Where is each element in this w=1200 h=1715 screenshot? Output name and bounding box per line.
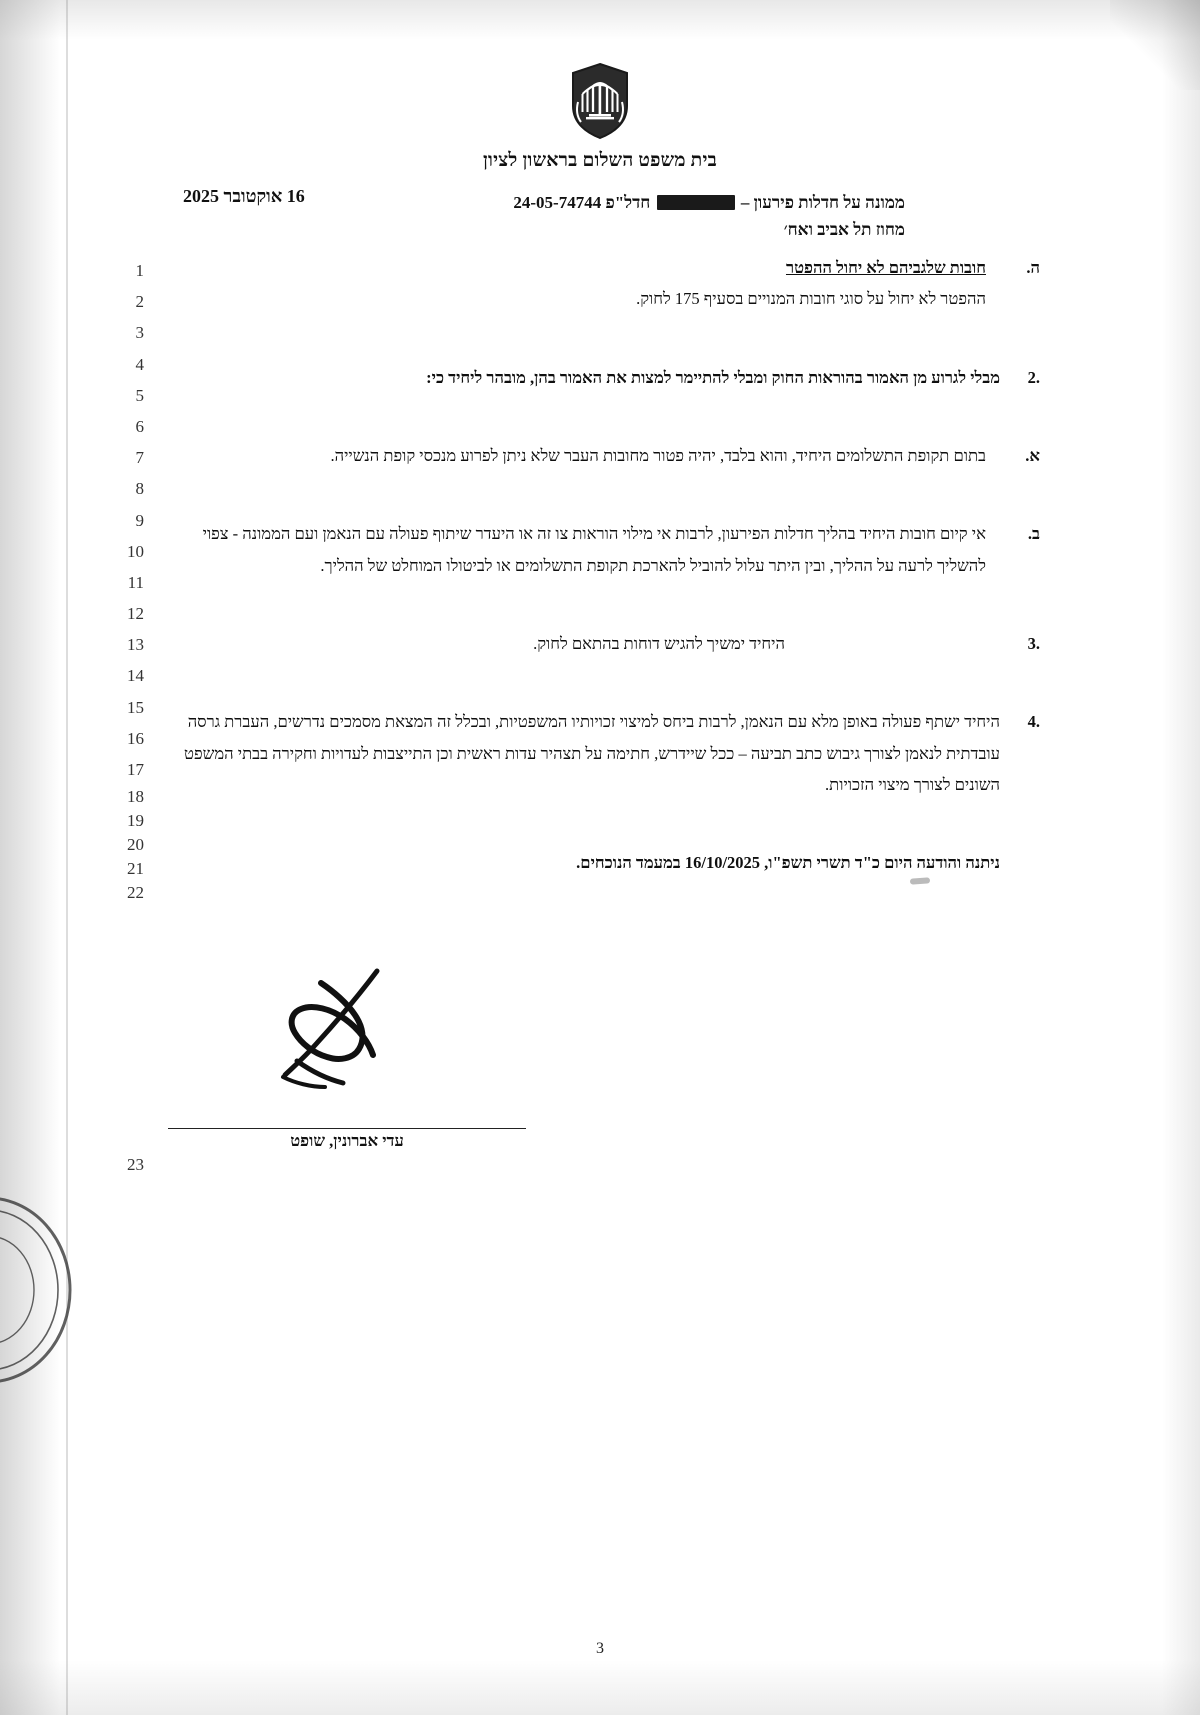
line-number: 3 [135,323,144,343]
page-crease [66,0,68,1715]
spacer [155,831,1040,847]
spacer [155,393,1040,424]
scan-shadow-bottom [0,1660,1200,1715]
judge-signature [255,965,435,1105]
scan-shadow-left [0,0,60,1715]
line-number: 17 [127,760,144,779]
case-district-line: מחוז תל אביב ואח׳ [783,220,905,239]
signature-rule [168,1128,526,1129]
clause-2-marker: .2 [1027,367,1040,387]
spacer [155,314,1040,345]
line-number: 13 [127,635,144,655]
line-number: 16 [127,728,144,748]
line-number: 22 [127,883,144,903]
line-number-gutter [104,255,144,905]
section-h-heading: חובות שלגביהם לא יחול ההפטר [785,258,986,277]
clause-2a-row [155,440,1040,471]
page-corner-fold [1110,0,1200,90]
clause-2a-text: בתום תקופת התשלומים היחיד, והוא בלבד, יהיה פטור מחובות העבר שלא ניתן לפרוע מנכסי קופת הנשייה. [330,445,986,465]
scan-shadow-top [0,0,1200,40]
case-number-text: חדל"פ 24-05-74744 [513,193,651,212]
spacer [155,581,1040,612]
clause-2-text: מבלי לגרוע מן האמור בהוראות החוק ומבלי להתיימר למצות את האמור בהן, מובהר ליחיד כי: [426,367,1000,387]
line-number: 11 [127,572,144,592]
court-stamp [0,1195,123,1385]
spacer [155,659,1040,690]
spacer [155,612,1040,628]
line-number: 5 [135,385,144,405]
state-emblem-icon [569,62,631,140]
case-suffix-text: ממונה על חדלות פירעון – [740,193,905,212]
section-h-heading-row [155,252,1040,283]
section-h-marker: ה. [1026,258,1040,277]
clause-3-marker: .3 [1027,633,1040,653]
clause-2-row [155,362,1040,393]
line-number: 20 [127,835,144,855]
clause-4-row [155,706,1040,800]
spacer [155,502,1040,518]
spacer [155,471,1040,502]
redacted-party-name [657,195,735,210]
clause-2b-marker: ב. [1027,524,1040,544]
line-number: 21 [127,859,144,879]
line-number: 14 [127,666,144,686]
line-number: 18 [127,787,144,807]
spacer [155,424,1040,440]
document-body [155,252,1040,878]
line-number: 12 [127,604,144,624]
clause-2b-row [155,518,1040,580]
line-number: 19 [127,811,144,831]
line-number: 15 [127,697,144,717]
given-notice-text: ניתנה והודעה היום כ"ד תשרי תשפ"ו, 16/10/2025 במעמד הנוכחים. [576,853,1000,873]
section-h-text: ההפטר לא יחול על סוגי חובות המנויים בסעיף 175 לחוק. [636,289,986,309]
line-number: 7 [135,448,144,468]
clause-2a-marker: א. [1025,445,1040,465]
document-date: 16 אוקטובר 2025 [183,186,305,206]
spacer [155,346,1040,362]
judge-name: עדי אברונין, שופט [290,1131,404,1150]
line-number: 8 [135,479,144,499]
court-name-title: בית משפט השלום בראשון לציון [482,150,717,171]
line-number: 4 [135,354,144,374]
case-number-line [513,193,905,213]
line-number: 1 [135,261,144,280]
clause-3-text: היחיד ימשיך להגיש דוחות בהתאם לחוק. [533,633,785,653]
scan-artifact [910,877,930,884]
spacer [155,800,1040,831]
line-number: 6 [135,416,144,436]
clause-4-marker: .4 [1027,712,1040,732]
line-number: 10 [127,541,144,561]
page-number: 3 [596,1640,604,1657]
line-number: 9 [135,510,144,530]
clause-4-text: היחיד ישתף פעולה באופן מלא עם הנאמן, לרבות ביחס למיצוי זכויותיו המשפטיות, ובכלל זה המצאת מסמכים נדרשים, העברת גרסה עובדתית לנאמן לצורך גיבוש כתב תביעה – ככל שיידרש, חתימה על תצהיר עדות ראשית וכן התייצבות לעדויות וחקירה בבתי המשפט השונים לצורך מיצוי הזכויות. [184,712,1000,794]
line-number: 23 [127,1155,144,1174]
clause-2b-text: אי קיום חובות היחיד בהליך חדלות הפירעון, לרבות אי מילוי הוראות צו זה או היעדר שיתוף פעולה עם הנאמן ועם הממונה - צפוי להשליך לרעה על ההליך, ובין היתר עלול להוביל להארכת תקופת התשלומים או לביטולו המוחלט של ההליך. [202,524,986,575]
clause-3-row [155,628,1040,659]
scan-shadow-right [1162,0,1200,1715]
line-number: 2 [135,292,144,312]
spacer [155,690,1040,706]
